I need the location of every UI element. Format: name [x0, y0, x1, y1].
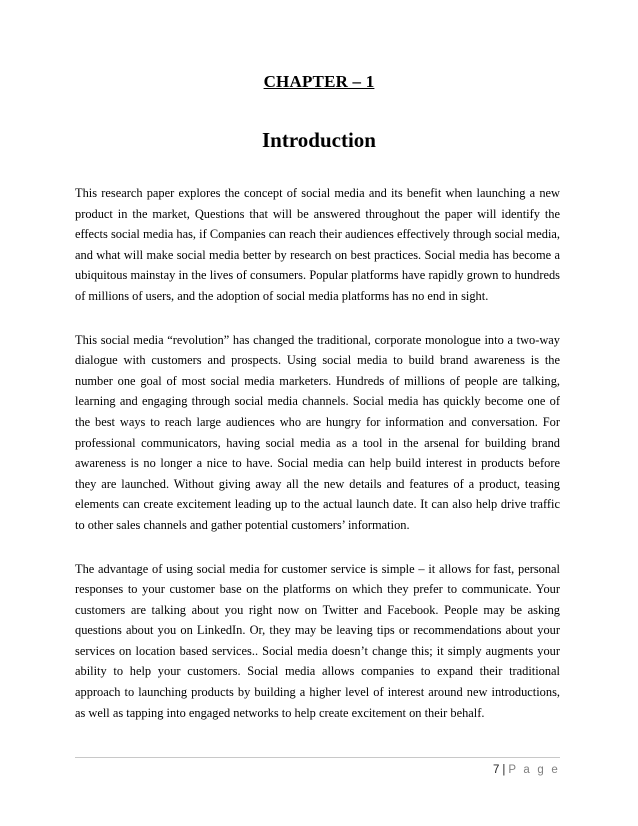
page-number: 7: [492, 764, 500, 776]
page-footer: [493, 764, 560, 776]
section-title: Introduction: [262, 128, 376, 152]
footer-divider: [75, 757, 560, 758]
paragraph-2: This social media “revolution” has changed the traditional, corporate monologue into a two-way dialogue with customers and prospects. Using social media to build brand awareness is the number one goal of most social media marketers. Hundreds of millions of people are talking, learning and engaging through social media channels. Social media has quickly become one of the best ways to reach large audiences who are hungry for information and conversation. For professional communicators, having social media as a tool in the arsenal for building brand awareness is no longer a nice to have. Social media can help build interest in products before they are launched. Without giving away all the new details and features of a product, teasing elements can create excitement leading up to the actual launch date. It can also help drive traffic to other sales channels and gather potential customers’ information.: [75, 332, 560, 532]
page-label: P a g e: [508, 764, 560, 776]
paragraph-1: This research paper explores the concept of social media and its benefit when launching a new product in the market, Questions that will be answered throughout the paper will identify the effects social media has, if Companies can reach their audiences effectively through social media, and what will make social media better by research on best practices. Social media has become a ubiquitous mainstay in the lives of consumers. Popular platforms have rapidly grown to hundreds of millions of users, and the adoption of social media platforms has no end in sight.: [75, 186, 560, 303]
chapter-heading: CHAPTER – 1: [263, 72, 375, 91]
footer-separator: |: [502, 764, 506, 776]
body-text: [75, 183, 560, 723]
paragraph-3: The advantage of using social media for customer service is simple – it allows for fast, personal responses to your customer base on the platforms on which they prefer to communicate. Your customers are talking about you right now on Twitter and Facebook. People may be asking questions about you on LinkedIn. Or, they may be leaving tips or recommendations about your services on location based services.. Social media doesn’t change this; it simply augments your ability to help your customers. Social media allows companies to expand their traditional approach to launching products by building a higher level of interest around new introductions, as well as tapping into engaged networks to help create excitement on their behalf.: [75, 561, 560, 720]
